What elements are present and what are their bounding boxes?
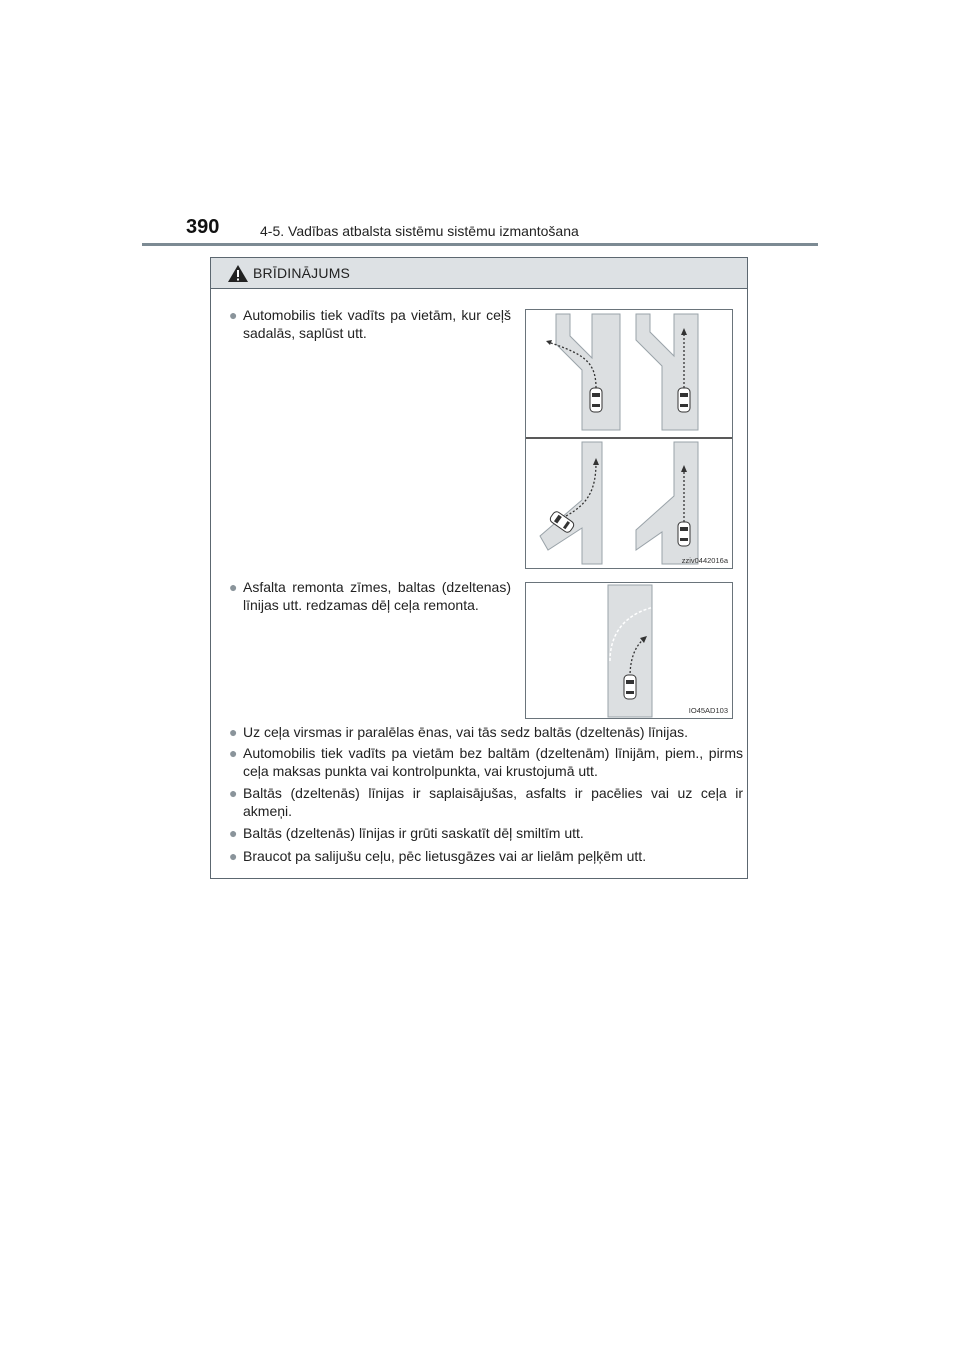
bullet-text: Baltās (dzeltenās) līnijas ir saplaisājušas, asfalts ir pacēlies vai uz ceļa ir akmeņi. bbox=[243, 785, 743, 819]
warning-header bbox=[211, 258, 747, 289]
road-split-straight-scene bbox=[636, 314, 698, 430]
bullet-dot-icon: ● bbox=[229, 848, 238, 864]
bullet-dot-icon: ● bbox=[229, 785, 238, 801]
road-merge-left-scene bbox=[540, 442, 602, 564]
bullet-dot-icon: ● bbox=[229, 307, 238, 323]
header-rule bbox=[142, 243, 818, 246]
figure-code: zziv0442016a bbox=[681, 556, 728, 565]
bullet-text: Uz ceļa virsmas ir paralēlas ēnas, vai tās sedz baltās (dzeltenās) līnijas. bbox=[243, 724, 689, 740]
warning-box bbox=[210, 257, 748, 879]
warning-bullet-4 bbox=[229, 744, 743, 780]
warning-triangle-icon bbox=[227, 264, 249, 283]
figure-code: IO45AD103 bbox=[688, 706, 728, 715]
bullet-text: Asfalta remonta zīmes, baltas (dzeltenas) līnijas utt. redzamas dēļ ceļa remonta. bbox=[243, 579, 511, 613]
section-title: 4-5. Vadības atbalsta sistēmu sistēmu izmantošana bbox=[260, 223, 579, 239]
warning-bullet-3 bbox=[229, 723, 741, 741]
warning-bullet-1 bbox=[229, 306, 511, 342]
figure-road-repair bbox=[525, 582, 733, 719]
page-number: 390 bbox=[186, 216, 220, 238]
road-repair-diagram bbox=[526, 583, 732, 718]
bullet-text: Automobilis tiek vadīts pa vietām bez baltām (dzeltenām) līnijām, piem., pirms ceļa maksas punkta vai kontrolpunkta, vai krustojumā utt. bbox=[243, 745, 743, 779]
warning-bullet-6 bbox=[229, 824, 743, 842]
warning-title: BRĪDINĀJUMS bbox=[253, 265, 351, 281]
bullet-text: Braucot pa salijušu ceļu, pēc lietusgāzes vai ar lielām peļķēm utt. bbox=[243, 848, 647, 864]
bullet-dot-icon: ● bbox=[229, 579, 238, 595]
bullet-text: Baltās (dzeltenās) līnijas ir grūti saskatīt dēļ smiltīm utt. bbox=[243, 825, 584, 841]
road-merge-straight-scene bbox=[636, 442, 698, 564]
road-split-left-scene bbox=[546, 314, 620, 430]
road-split-merge-diagram bbox=[526, 310, 732, 568]
warning-bullet-7 bbox=[229, 847, 743, 865]
warning-bullet-5 bbox=[229, 784, 743, 820]
bullet-dot-icon: ● bbox=[229, 724, 238, 740]
bullet-text: Automobilis tiek vadīts pa vietām, kur ceļš sadalās, saplūst utt. bbox=[243, 307, 511, 341]
warning-bullet-2 bbox=[229, 578, 511, 614]
bullet-dot-icon: ● bbox=[229, 825, 238, 841]
bullet-dot-icon: ● bbox=[229, 745, 238, 761]
figure-road-split-merge bbox=[525, 309, 733, 569]
